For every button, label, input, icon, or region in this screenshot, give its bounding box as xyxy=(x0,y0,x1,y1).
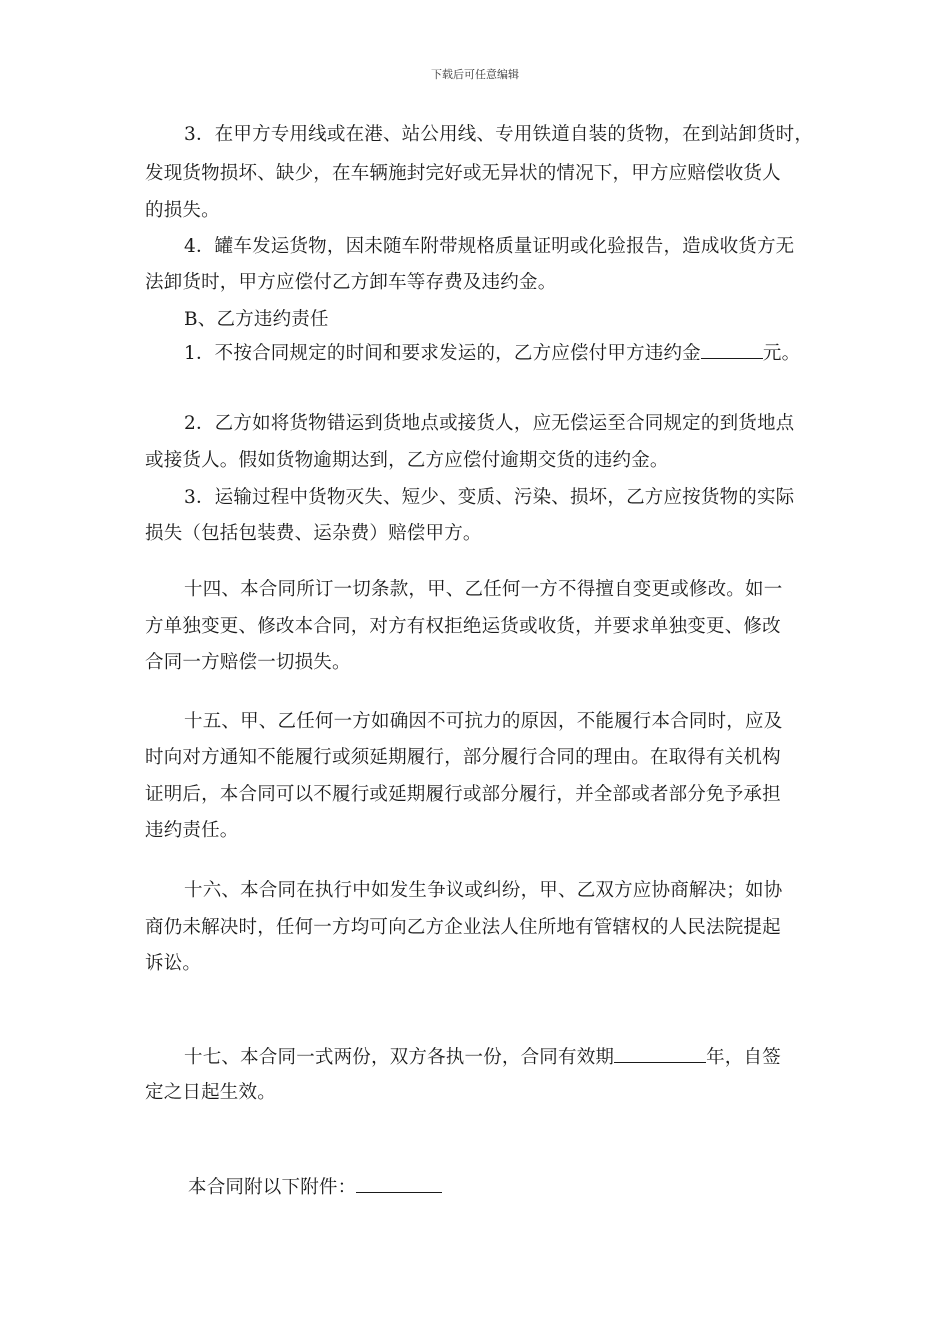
clause-15-line2: 时向对方通知不能履行或须延期履行，部分履行合同的理由。在取得有关机构 xyxy=(145,747,781,768)
validity-years-blank[interactable] xyxy=(614,1046,706,1063)
clause-15-line4: 违约责任。 xyxy=(145,820,239,841)
attachments-line xyxy=(188,1176,442,1199)
attachments-blank[interactable] xyxy=(356,1176,442,1193)
clause-b3-line1: 3．运输过程中货物灭失、短少、变质、污染、损坏，乙方应按货物的实际 xyxy=(184,487,795,508)
attachments-label: 本合同附以下附件： xyxy=(188,1177,357,1198)
penalty-amount-blank[interactable] xyxy=(701,342,763,359)
clause-17-suffix: 年，自签 xyxy=(706,1047,781,1068)
section-b-title: B、乙方违约责任 xyxy=(184,309,329,330)
clause-b3-line2: 损失（包括包装费、运杂费）赔偿甲方。 xyxy=(145,523,482,544)
clause-14-line1: 十四、本合同所订一切条款，甲、乙任何一方不得擅自变更或修改。如一 xyxy=(184,579,783,600)
clause-a3-line2: 发现货物损坏、缺少，在车辆施封完好或无异状的情况下，甲方应赔偿收货人 xyxy=(145,163,781,184)
clause-15-line3: 证明后，本合同可以不履行或延期履行或部分履行，并全部或者部分免予承担 xyxy=(145,784,781,805)
clause-17-text: 十七、本合同一式两份，双方各执一份，合同有效期 xyxy=(184,1047,615,1068)
clause-a4-line2: 法卸货时，甲方应偿付乙方卸车等存费及违约金。 xyxy=(145,272,557,293)
clause-16-line3: 诉讼。 xyxy=(145,953,202,974)
clause-b1-unit: 元。 xyxy=(762,343,801,364)
clause-a3-line1: 3．在甲方专用线或在港、站公用线、专用铁道自装的货物，在到站卸货时， xyxy=(184,124,814,145)
clause-16-line2: 商仍未解决时，任何一方均可向乙方企业法人住所地有管辖权的人民法院提起 xyxy=(145,917,781,938)
page-header: 下载后可任意编辑 xyxy=(431,68,519,81)
clause-a4-line1: 4．罐车发运货物，因未随车附带规格质量证明或化验报告，造成收货方无 xyxy=(184,236,795,257)
clause-15-line1: 十五、甲、乙任何一方如确因不可抗力的原因，不能履行本合同时，应及 xyxy=(184,711,783,732)
clause-16-line1: 十六、本合同在执行中如发生争议或纠纷，甲、乙双方应协商解决；如协 xyxy=(184,880,783,901)
clause-a3-line3: 的损失。 xyxy=(145,200,220,221)
clause-b1 xyxy=(184,342,800,365)
clause-b2-line1: 2．乙方如将货物错运到货地点或接货人，应无偿运至合同规定的到货地点 xyxy=(184,413,795,434)
clause-b1-text: 1．不按合同规定的时间和要求发运的，乙方应偿付甲方违约金 xyxy=(184,343,701,364)
clause-14-line2: 方单独变更、修改本合同，对方有权拒绝运货或收货，并要求单独变更、修改 xyxy=(145,616,781,637)
clause-14-line3: 合同一方赔偿一切损失。 xyxy=(145,652,351,673)
clause-b2-line2: 或接货人。假如货物逾期达到，乙方应偿付逾期交货的违约金。 xyxy=(145,450,669,471)
clause-17-line1 xyxy=(184,1046,781,1069)
clause-17-line2: 定之日起生效。 xyxy=(145,1082,276,1103)
